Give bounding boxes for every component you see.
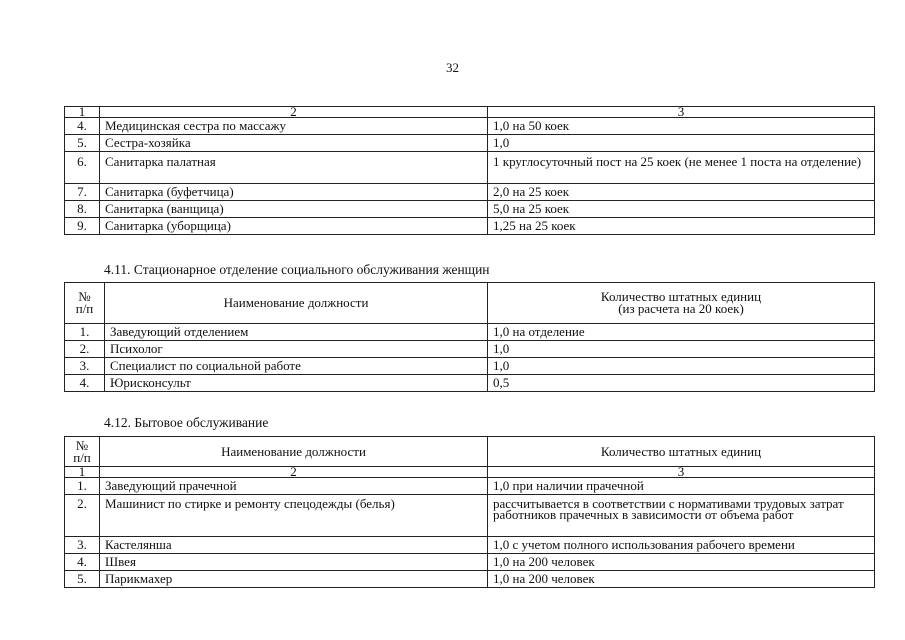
staff-quantity: 1,0 на отделение <box>488 324 875 341</box>
staff-quantity: 1,0 с учетом полного использования рабочего времени <box>488 537 875 554</box>
position-name: Заведующий прачечной <box>100 478 488 495</box>
section-title-4-11: 4.11. Стационарное отделение социального обслуживания женщин <box>104 262 490 277</box>
staff-table-4-11 <box>64 282 875 392</box>
page-number: 32 <box>446 60 459 75</box>
column-index-cell: 2 <box>100 467 488 478</box>
row-number: 5. <box>65 135 100 152</box>
position-name: Парикмахер <box>100 571 488 588</box>
header-number-abbr: п/п <box>75 301 94 316</box>
position-name: Санитарка (буфетчица) <box>100 184 488 201</box>
table-row <box>65 324 875 341</box>
position-name: Санитарка палатная <box>100 152 488 184</box>
staff-quantity: 1,0 <box>488 341 875 358</box>
table-row <box>65 135 875 152</box>
position-name: Санитарка (уборщица) <box>100 218 488 235</box>
row-number: 7. <box>65 184 100 201</box>
header-quantity-title: Количество штатных единиц <box>600 289 762 304</box>
column-index-row <box>65 107 875 118</box>
staff-quantity: 2,0 на 25 коек <box>488 184 875 201</box>
column-index-cell: 3 <box>488 467 875 478</box>
header-position: Наименование должности <box>105 283 488 324</box>
position-name: Медицинская сестра по массажу <box>100 118 488 135</box>
staff-quantity: 1,0 <box>488 358 875 375</box>
position-name: Машинист по стирке и ремонту спецодежды (белья) <box>100 495 488 537</box>
row-number: 3. <box>65 537 100 554</box>
staff-quantity: 1,0 на 200 человек <box>488 554 875 571</box>
staff-table-4-12 <box>64 436 875 588</box>
row-number: 1. <box>65 324 105 341</box>
row-number: 2. <box>65 495 100 537</box>
staff-quantity: 1 круглосуточный пост на 25 коек (не менее 1 поста на отделение) <box>488 152 875 184</box>
table-header-row <box>65 437 875 467</box>
table-row <box>65 118 875 135</box>
staff-quantity: 5,0 на 25 коек <box>488 201 875 218</box>
column-index-cell: 1 <box>65 107 100 118</box>
table-row <box>65 554 875 571</box>
table-row <box>65 184 875 201</box>
header-number <box>65 283 105 324</box>
position-name: Санитарка (ванщица) <box>100 201 488 218</box>
header-quantity-note: (из расчета на 20 коек) <box>618 301 744 316</box>
staff-quantity: рассчитывается в соответствии с нормативами трудовых затрат работников прачечных в зависимости от объема работ <box>488 495 875 537</box>
staff-quantity: 0,5 <box>488 375 875 392</box>
row-number: 4. <box>65 375 105 392</box>
header-number-symbol: № <box>75 437 89 453</box>
row-number: 3. <box>65 358 105 375</box>
staff-table-continuation <box>64 106 875 235</box>
position-name: Сестра-хозяйка <box>100 135 488 152</box>
table-row <box>65 478 875 495</box>
row-number: 4. <box>65 554 100 571</box>
position-name: Психолог <box>105 341 488 358</box>
table-row <box>65 152 875 184</box>
row-number: 5. <box>65 571 100 588</box>
header-number-symbol: № <box>78 289 91 304</box>
position-name: Специалист по социальной работе <box>105 358 488 375</box>
staff-quantity: 1,0 <box>488 135 875 152</box>
column-index-row <box>65 467 875 478</box>
column-index-cell: 2 <box>100 107 488 118</box>
staff-quantity: 1,0 на 200 человек <box>488 571 875 588</box>
position-name: Швея <box>100 554 488 571</box>
column-index-cell: 3 <box>488 107 875 118</box>
table-row <box>65 375 875 392</box>
column-index-cell: 1 <box>65 467 100 478</box>
row-number: 6. <box>65 152 100 184</box>
section-title-4-12: 4.12. Бытовое обслуживание <box>104 415 269 430</box>
staff-quantity: 1,0 на 50 коек <box>488 118 875 135</box>
position-name: Заведующий отделением <box>105 324 488 341</box>
position-name: Кастелянша <box>100 537 488 554</box>
row-number: 1. <box>65 478 100 495</box>
header-quantity: Количество штатных единиц <box>488 437 875 467</box>
row-number: 2. <box>65 341 105 358</box>
table-row <box>65 495 875 537</box>
table-row <box>65 358 875 375</box>
table-header-row <box>65 283 875 324</box>
row-number: 4. <box>65 118 100 135</box>
table-row <box>65 571 875 588</box>
table-row <box>65 341 875 358</box>
header-number <box>65 437 100 467</box>
staff-quantity: 1,0 при наличии прачечной <box>488 478 875 495</box>
table-row <box>65 537 875 554</box>
header-position: Наименование должности <box>100 437 488 467</box>
position-name: Юрисконсульт <box>105 375 488 392</box>
row-number: 8. <box>65 201 100 218</box>
staff-quantity: 1,25 на 25 коек <box>488 218 875 235</box>
table-row <box>65 218 875 235</box>
header-number-abbr: п/п <box>73 449 91 465</box>
table-row <box>65 201 875 218</box>
row-number: 9. <box>65 218 100 235</box>
header-quantity <box>488 283 875 324</box>
